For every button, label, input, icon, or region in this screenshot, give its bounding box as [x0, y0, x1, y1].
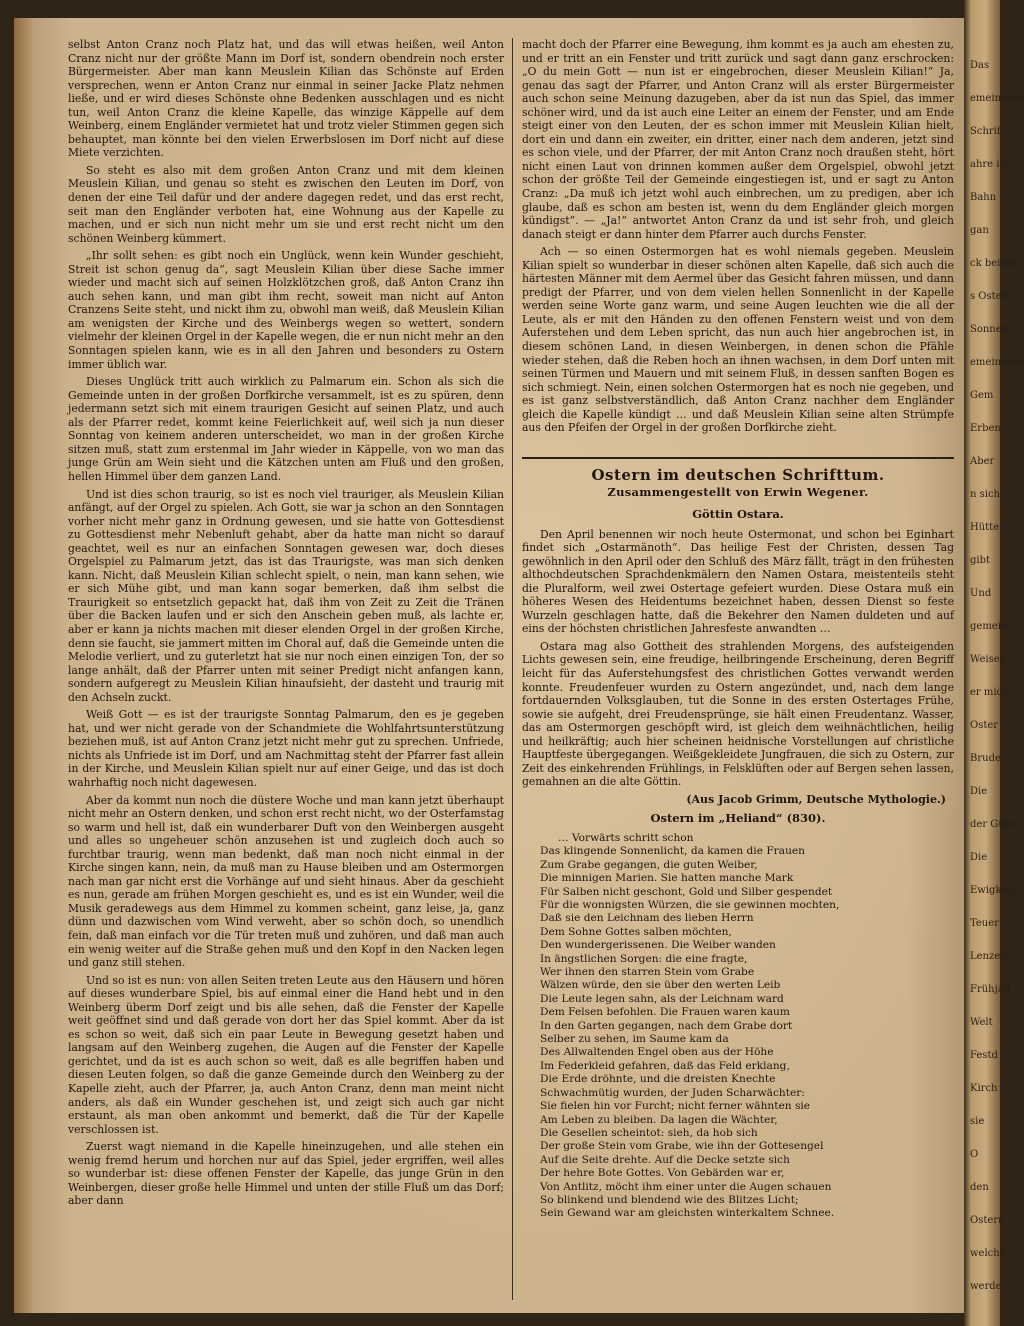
- subheading-ostara: Göttin Ostara.: [692, 506, 784, 521]
- strip-word: Erben,: [970, 423, 1005, 434]
- poem-line: Die Erde dröhnte, und die dreisten Knechte: [540, 1073, 776, 1086]
- strip-word: der Güte: [970, 819, 1015, 830]
- strip-word: ahre ist: [970, 159, 1009, 170]
- column-divider: [512, 38, 513, 1300]
- poem-line: Im Federkleid gefahren, daß das Feld erklang,: [540, 1059, 790, 1072]
- strip-word: Lenzen: [970, 951, 1007, 962]
- strip-word: Schrift: [970, 126, 1005, 137]
- strip-word: Und: [970, 588, 992, 599]
- strip-word: gemein: [970, 621, 1008, 632]
- strip-word: Welt: [970, 1017, 993, 1028]
- strip-word: Bahn: [970, 192, 997, 203]
- poem-line: Zum Grabe gegangen, die guten Weiber,: [540, 858, 758, 871]
- paragraph: Dieses Unglück tritt auch wirklich zu Palmarum ein. Schon als sich die Gemeinde unten in der großen Dorfkirche versammelt, ist es zu spüren, denn jedermann setzt sich mit einem traurigen Gesicht auf seinen Platz, und auch als der Pfarrer redet, kommt keine Feierlichkeit auf, weil sich ja nun dieser Sonntag von keinem anderen unterscheidet, wo man in der großen Kirche sitzen muß, statt zum erstenmal im Jahr wieder in Käppelle, von wo man das junge Grün am Wein sieht und die Kätzchen unten am Fluß und den großen, hellen Himmel über dem ganzen Land.: [68, 375, 504, 483]
- poem-line: In den Garten gegangen, nach dem Grabe dort: [540, 1019, 793, 1032]
- adjacent-page-edge: [964, 0, 1024, 1326]
- strip-word: Festd: [970, 1050, 998, 1061]
- section-title: Ostern im deutschen Schrifttum.: [591, 465, 885, 484]
- poem-line: Der große Stein vom Grabe, wie ihn der Gottesengel: [540, 1140, 824, 1153]
- paragraph: macht doch der Pfarrer eine Bewegung, ihm kommt es ja auch am ehesten zu, und er tritt an ein Fenster und tritt zurück und sagt dann ganz erschrocken: „O du mein Gott — nun ist er eingebrochen, dieser Meuslein Kilian!“ Ja, genau das sagt der Pfarrer, und Anton Cranz will als erster Bürgermeister auch schon seine Meinung dazugeben, aber da ist nun das Spiel, das immer schöner wird, und da ist auch eine Leiter an einem der Fenster, und am Ende steigt einer von den Leuten, der es schon immer mit Meuslein Kilian hielt, dort ein und dann ein zweiter, ein dritter, einer nach dem anderen, jetzt sind es schon viele, und der Pfarrer, der mit Anton Cranz noch draußen steht, hört nicht einen Laut von drinnen kommen außer dem Orgelspiel, obwohl jetzt schon der größte Teil der Gemeinde eingestiegen ist, und er sagt zu Anton Cranz: „Da muß ich jetzt wohl auch einbrechen, um zu predigen, aber ich glaube, daß es schon am besten ist, wenn du dem Engländer gleich morgen kündigst“. — „Ja!“ antwortet Anton Cranz da und ist sehr froh, und gleich danach steigt er dann hinter dem Pfarrer auch durchs Fenster.: [522, 38, 954, 241]
- strip-word: n sich: [970, 489, 1000, 500]
- strip-word: Die: [970, 852, 988, 863]
- strip-word: Die: [970, 786, 988, 797]
- poem-line: Sein Gewand war am gleichsten winterkaltem Schnee.: [540, 1207, 835, 1220]
- poem-line: In ängstlichen Sorgen: die eine fragte,: [540, 952, 748, 965]
- poem-line: Des Allwaltenden Engel oben aus der Höhe: [540, 1046, 774, 1059]
- strip-word: den: [970, 1182, 989, 1193]
- strip-word: Kirch: [970, 1083, 998, 1094]
- paragraph: Weiß Gott — es ist der traurigste Sonntag Palmarum, den es je gegeben hat, und wer nicht gerade von der Schandmiete die Wohlfahrtsunterstützung beziehen muß, ist auf Anton Cranz jetzt nicht mehr gut zu sprechen. Unfriede, nichts als Unfriede ist im Dorf, und am Nachmittag steht der Pfarrer fast allein in der Kirche, und Meuslein Kilian spielt nur auf einer Geige, und das ist doch wahrhaftig noch nicht dagewesen.: [68, 708, 504, 789]
- poem-line: Daß sie den Leichnam des lieben Herrn: [540, 912, 754, 925]
- poem-line: Selber zu sehen, im Saume kam da: [540, 1033, 729, 1046]
- right-column: [522, 38, 954, 1303]
- subheading-heliand: Ostern im „Heliand“ (830).: [650, 811, 826, 826]
- poem-line: … Vorwärts schritt schon: [558, 831, 694, 844]
- poem-line: Wälzen würde, den sie über den werten Leib: [540, 979, 781, 992]
- strip-word: Frühjah: [970, 984, 1011, 995]
- poem-line: Das klingende Sonnenlicht, da kamen die Frauen: [540, 845, 805, 858]
- poem-line: Dem Sohne Gottes salben möchten,: [540, 925, 732, 938]
- strip-word: Ewigkeit: [970, 885, 1015, 896]
- strip-word: Teuer: [970, 918, 999, 929]
- paragraph: Den April benennen wir noch heute Ostermonat, und schon bei Eginhart findet sich „Ostarmänoth“. Das heilige Fest der Christen, dessen Tag gewöhnlich in den April oder den Schluß des März fällt, trägt in den frühesten althochdeutschen Sprachdenkmälern den Namen Ostara, meistenteils steht die Pluralform, weil zwei Ostertage gefeiert wurden. Diese Ostara muß ein höheres Wesen des Heidentums bezeichnet haben, dessen Dienst so feste Wurzeln geschlagen hatte, daß die Bekehrer den Namen duldeten und auf eins der höchsten christlichen Jahresfeste anwandten …: [522, 527, 954, 636]
- poem-line: Von Antlitz, möcht ihm einer unter die Augen schauen: [540, 1180, 832, 1193]
- poem-line: Am Leben zu bleiben. Da lagen die Wächter,: [540, 1113, 778, 1126]
- poem-line: Dem Felsen befohlen. Die Frauen waren kaum: [540, 1006, 790, 1019]
- poem-line: Auf die Seite drehte. Auf die Decke setzte sich: [540, 1153, 790, 1166]
- poem-line: Sie fielen hin vor Furcht; nicht ferner wähnten sie: [540, 1100, 811, 1113]
- strip-word: O: [970, 1149, 979, 1160]
- strip-word: Sonnenl: [970, 324, 1012, 335]
- strip-word: emeindese: [970, 357, 1024, 368]
- strip-word: sie: [970, 1116, 985, 1127]
- strip-word: Weiser: [970, 654, 1005, 665]
- poem-line: Für Salben nicht geschont, Gold und Silber gespendet: [540, 885, 833, 898]
- page-left-edge: [14, 18, 32, 1313]
- strip-word: Das: [970, 60, 990, 71]
- poem-line: Den wundergerissenen. Die Weiber wanden: [540, 939, 776, 952]
- strip-word: werde: [970, 1281, 1002, 1292]
- strip-word: s Ostern: [970, 291, 1013, 302]
- paragraph: Ach — so einen Ostermorgen hat es wohl niemals gegeben. Meuslein Kilian spielt so wunderbar in dieser schönen alten Kapelle, daß sich auch die härtesten Männer mit dem Aermel über das Gesicht fahren müssen, und dann predigt der Pfarrer, und von dem vielen hellen Sonnenlicht in der Kapelle werden seine Worte ganz warm, und seine Augen leuchten wie die all der Leute, als er mit den Händen zu den offenen Fenstern weist und von dem Auferstehen und dem Leben spricht, das nun auch hier angebrochen ist, in diesem schönen Land, in diesen Weinbergen, in denen schon die Pfähle wieder stehen, daß die Reben hoch an ihnen wachsen, in dem Dorf unten mit seinen Türmen und Mauern und mit seinem Fluß, in dessen sanften Bogen es sich schmiegt. Nein, einen solchen Ostermorgen hat es noch nie gegeben, und es ist ganz selbstverständlich, daß Anton Cranz nachher dem Engländer gleich die Kapelle kündigt … und daß Meuslein Kilian seine alten Strümpfe aus den Pfeifen der Orgel in der großen Dorfkirche zieht.: [522, 245, 954, 435]
- paragraph: Zuerst wagt niemand in die Kapelle hineinzugehen, und alle stehen ein wenig fremd herum und horchen nur auf das Spiel, jeder ergriffen, weil alles so wunderbar ist: diese offenen Fenster der Kapelle, das junge Grün in den Weinbergen, dieser große helle Himmel und unten der stille Fluß um das Dorf; aber dann: [68, 1140, 504, 1208]
- paragraph: selbst Anton Cranz noch Platz hat, und das will etwas heißen, weil Anton Cranz nicht nur der größte Mann im Dorf ist, sondern obendrein noch erster Bürgermeister. Aber man kann Meuslein Kilian das Schönste auf Erden versprechen, wenn er Anton Cranz nur einmal in seiner Jacke Platz nehmen ließe, und er wird dieses Schönste ohne Bedenken ausschlagen und es nicht tun, weil Anton Cranz die kleine Kapelle, das winzige Käppelle auf dem Weinberg, einem Engländer vermietet hat und trotz vieler Stimmen gegen sich behauptet, man könnte bei den vielen Erwerbslosen im Dorf nicht auf diese Miete verzichten.: [68, 38, 504, 160]
- citation: (Aus Jacob Grimm, Deutsche Mythologie.): [686, 792, 946, 806]
- poem-line: Der hehre Bote Gottes. Von Gebärden war er,: [540, 1167, 785, 1180]
- poem-line: So blinkend und blendend wie des Blitzes Licht;: [540, 1193, 799, 1206]
- poem: [522, 832, 954, 1221]
- paragraph: So steht es also mit dem großen Anton Cranz und mit dem kleinen Meuslein Kilian, und genau so steht es zwischen den Leuten im Dorf, von denen der eine Teil dafür und der andere dagegen redet, und das erst recht, seit man den Engländer verboten hat, eine Wohnung aus der Kapelle zu machen, und er sich nun nicht mehr um sie und erst recht nicht um den schönen Weinberg kümmert.: [68, 163, 504, 245]
- strip-word: ck beider: [970, 258, 1018, 269]
- paragraph: Ostara mag also Gottheit des strahlenden Morgens, des aufsteigenden Lichts gewesen sein, eine freudige, heilbringende Erscheinung, deren Begriff leicht für das Auferstehungsfest des christlichen Gottes verwandt werden konnte. Freudenfeuer wurden zu Ostern angezündet, und, nach dem lange fortdauernden Volksglauben, tut die Sonne in des ersten Ostertages Frühe, sowie sie aufgeht, drei Freudensprünge, sie hält einen Freudentanz. Wasser, das am Ostermorgen geschöpft wird, ist gleich dem weihnächtlichen, heilig und heilkräftig; auch hier scheinen heidnische Vorstellungen auf christliche Hauptfeste übergegangen. Weißgekleidete Jungfrauen, die sich zu Ostern, zur Zeit des einkehrenden Frühlings, in Felsklüften oder auf Bergen sehen lassen, gemahnen an die alte Göttin.: [522, 639, 954, 789]
- strip-word: Hütte: [970, 522, 1000, 533]
- poem-line: Die Gesellen scheintot: sieh, da hob sich: [540, 1126, 758, 1139]
- strip-word: Aber: [970, 456, 995, 467]
- paragraph: Und so ist es nun: von allen Seiten treten Leute aus den Häusern und hören auf dieses wunderbare Spiel, bis auf einmal einer die Hand hebt und in den Weinberg überm Dorf zeigt und bis alle sehen, daß die Fenster der Kapelle weit geöffnet sind und daß gerade von dort her das Spiel kommt. Aber da ist es schon so weit, daß sich ein paar Leute in Bewegung gesetzt haben und langsam auf den Weinberg zugehen, die Augen auf die Fenster der Kapelle gerichtet, und da ist es auch schon so weit, daß es alle begriffen haben und diesen Leuten folgen, so daß die ganze Gemeinde durch den Weinberg zu der Kapelle zieht, auch der Pfarrer, ja, auch Anton Cranz, denn man meint nicht anders, als daß ein Wunder geschehen ist, und zeigt sich auch gar nicht erstaunt, als man oben ankommt und bemerkt, daß die Tür der Kapelle verschlossen ist.: [68, 973, 504, 1136]
- poem-line: Die Leute legen sahn, als der Leichnam ward: [540, 992, 784, 1005]
- paragraph: „Ihr sollt sehen: es gibt noch ein Unglück, wenn kein Wunder geschieht, Streit ist schon genug da“, sagt Meuslein Kilian über diese Sache immer wieder und macht sich auf seinen Holzklötzchen groß, daß Anton Cranz ihn auch sehen kann, und man gibt ihm recht, soweit man nicht auf Anton Cranzens Seite steht, und nickt ihm zu, obwohl man weiß, daß Meuslein Kilian am wenigsten der Kirche und des Weinbergs wegen so wettert, sondern vielmehr der kleinen Orgel in der Kapelle wegen, die er nun nicht mehr an den Sonntagen spielen kann, wie es in all den Jahren und besonders zu Ostern immer üblich war.: [68, 249, 504, 371]
- section-author: Zusammengestellt von Erwin Wegener.: [607, 485, 869, 500]
- section-divider: [522, 457, 954, 459]
- strip-word: gibt: [970, 555, 991, 566]
- strip-word: Gem: [970, 390, 994, 401]
- paragraph: Aber da kommt nun noch die düstere Woche und man kann jetzt überhaupt nicht mehr an Ostern denken, und schon erst recht nicht, wo der Osterfamstag so warm und hell ist, daß ein wunderbarer Duft von den Weinbergen ausgeht und alles so ungeheuer schön anzusehen ist und zugleich doch auch so furchtbar traurig, wenn man bedenkt, daß man noch nicht einmal in der Kirche singen kann, nein, da muß man zu Hause bleiben und am Ostermorgen nach man gar nicht erst die Vorhänge auf und sieht hinaus. Aber da geschieht es nun, gerade am frühen Morgen geschieht es, und es ist ein Wunder, weil die Musik geradewegs aus dem Himmel zu kommen scheint, ganz leise, ja, ganz dünn und dazwischen vom Wind verweht, aber so schön doch, so unendlich fein, daß man einfach vor die Tür treten muß und zuhören, und daß man auch ein wenig weiter auf die Straße gehen muß und den Kopf in den Nacken legen und ganz still stehen.: [68, 793, 504, 970]
- strip-word: Bruder: [970, 753, 1006, 764]
- poem-line: Die minnigen Marien. Sie hatten manche Mark: [540, 872, 794, 885]
- strip-word: er mich: [970, 687, 1009, 698]
- strip-word: welche: [970, 1248, 1006, 1259]
- strip-word: emeindeso: [970, 93, 1024, 104]
- poem-line: Wer ihnen den starren Stein vom Grabe: [540, 966, 755, 979]
- poem-line: Für die wonnigsten Würzen, die sie gewinnen mochten,: [540, 899, 840, 912]
- left-column: [68, 38, 504, 1303]
- poem-line: Schwachmütig wurden, der Juden Scharwächter:: [540, 1086, 805, 1099]
- newspaper-page: [14, 18, 964, 1313]
- strip-word: Oster: [970, 720, 999, 731]
- paragraph: Und ist dies schon traurig, so ist es noch viel trauriger, als Meuslein Kilian anfängt, auf der Orgel zu spielen. Ach Gott, sie war ja schon an den Sonntagen vorher nicht mehr ganz in Ordnung gewesen, und sie hatte von Gottesdienst zu Gottesdienst mehr Nebenluft gehabt, aber da hatte man nicht so darauf geachtet, weil es nur an einfachen Sonntagen gewesen war, doch dieses Orgelspiel zu Palmarum jetzt, das ist das Traurigste, was man sich denken kann. Nicht, daß Meuslein Kilian schlecht spielt, o nein, man kann sehen, wie er sich Mühe gibt, und man kann sogar bemerken, daß ihm selbst die Traurigkeit so entsetzlich gepackt hat, daß ihm von Zeit zu Zeit die Tränen über die Backen laufen und er sich den Anschein geben muß, als lachte er, aber er kann ja nichts machen mit dieser elenden Orgel in der großen Kirche, denn sie faucht, sie jammert mitten im Choral auf, daß die Gemeinde unten die Melodie verliert, und zu guterletzt hat sie nur noch einen einzigen Ton, der so lange anhält, daß der Pfarrer unten mit seiner Predigt nicht anfangen kann, sondern aufgeregt zu Meuslein Kilian hinaufsieht, der dasteht und traurig mit den Achseln zuckt.: [68, 487, 504, 704]
- strip-word: gan: [970, 225, 989, 236]
- strip-word: Ostern: [970, 1215, 1005, 1226]
